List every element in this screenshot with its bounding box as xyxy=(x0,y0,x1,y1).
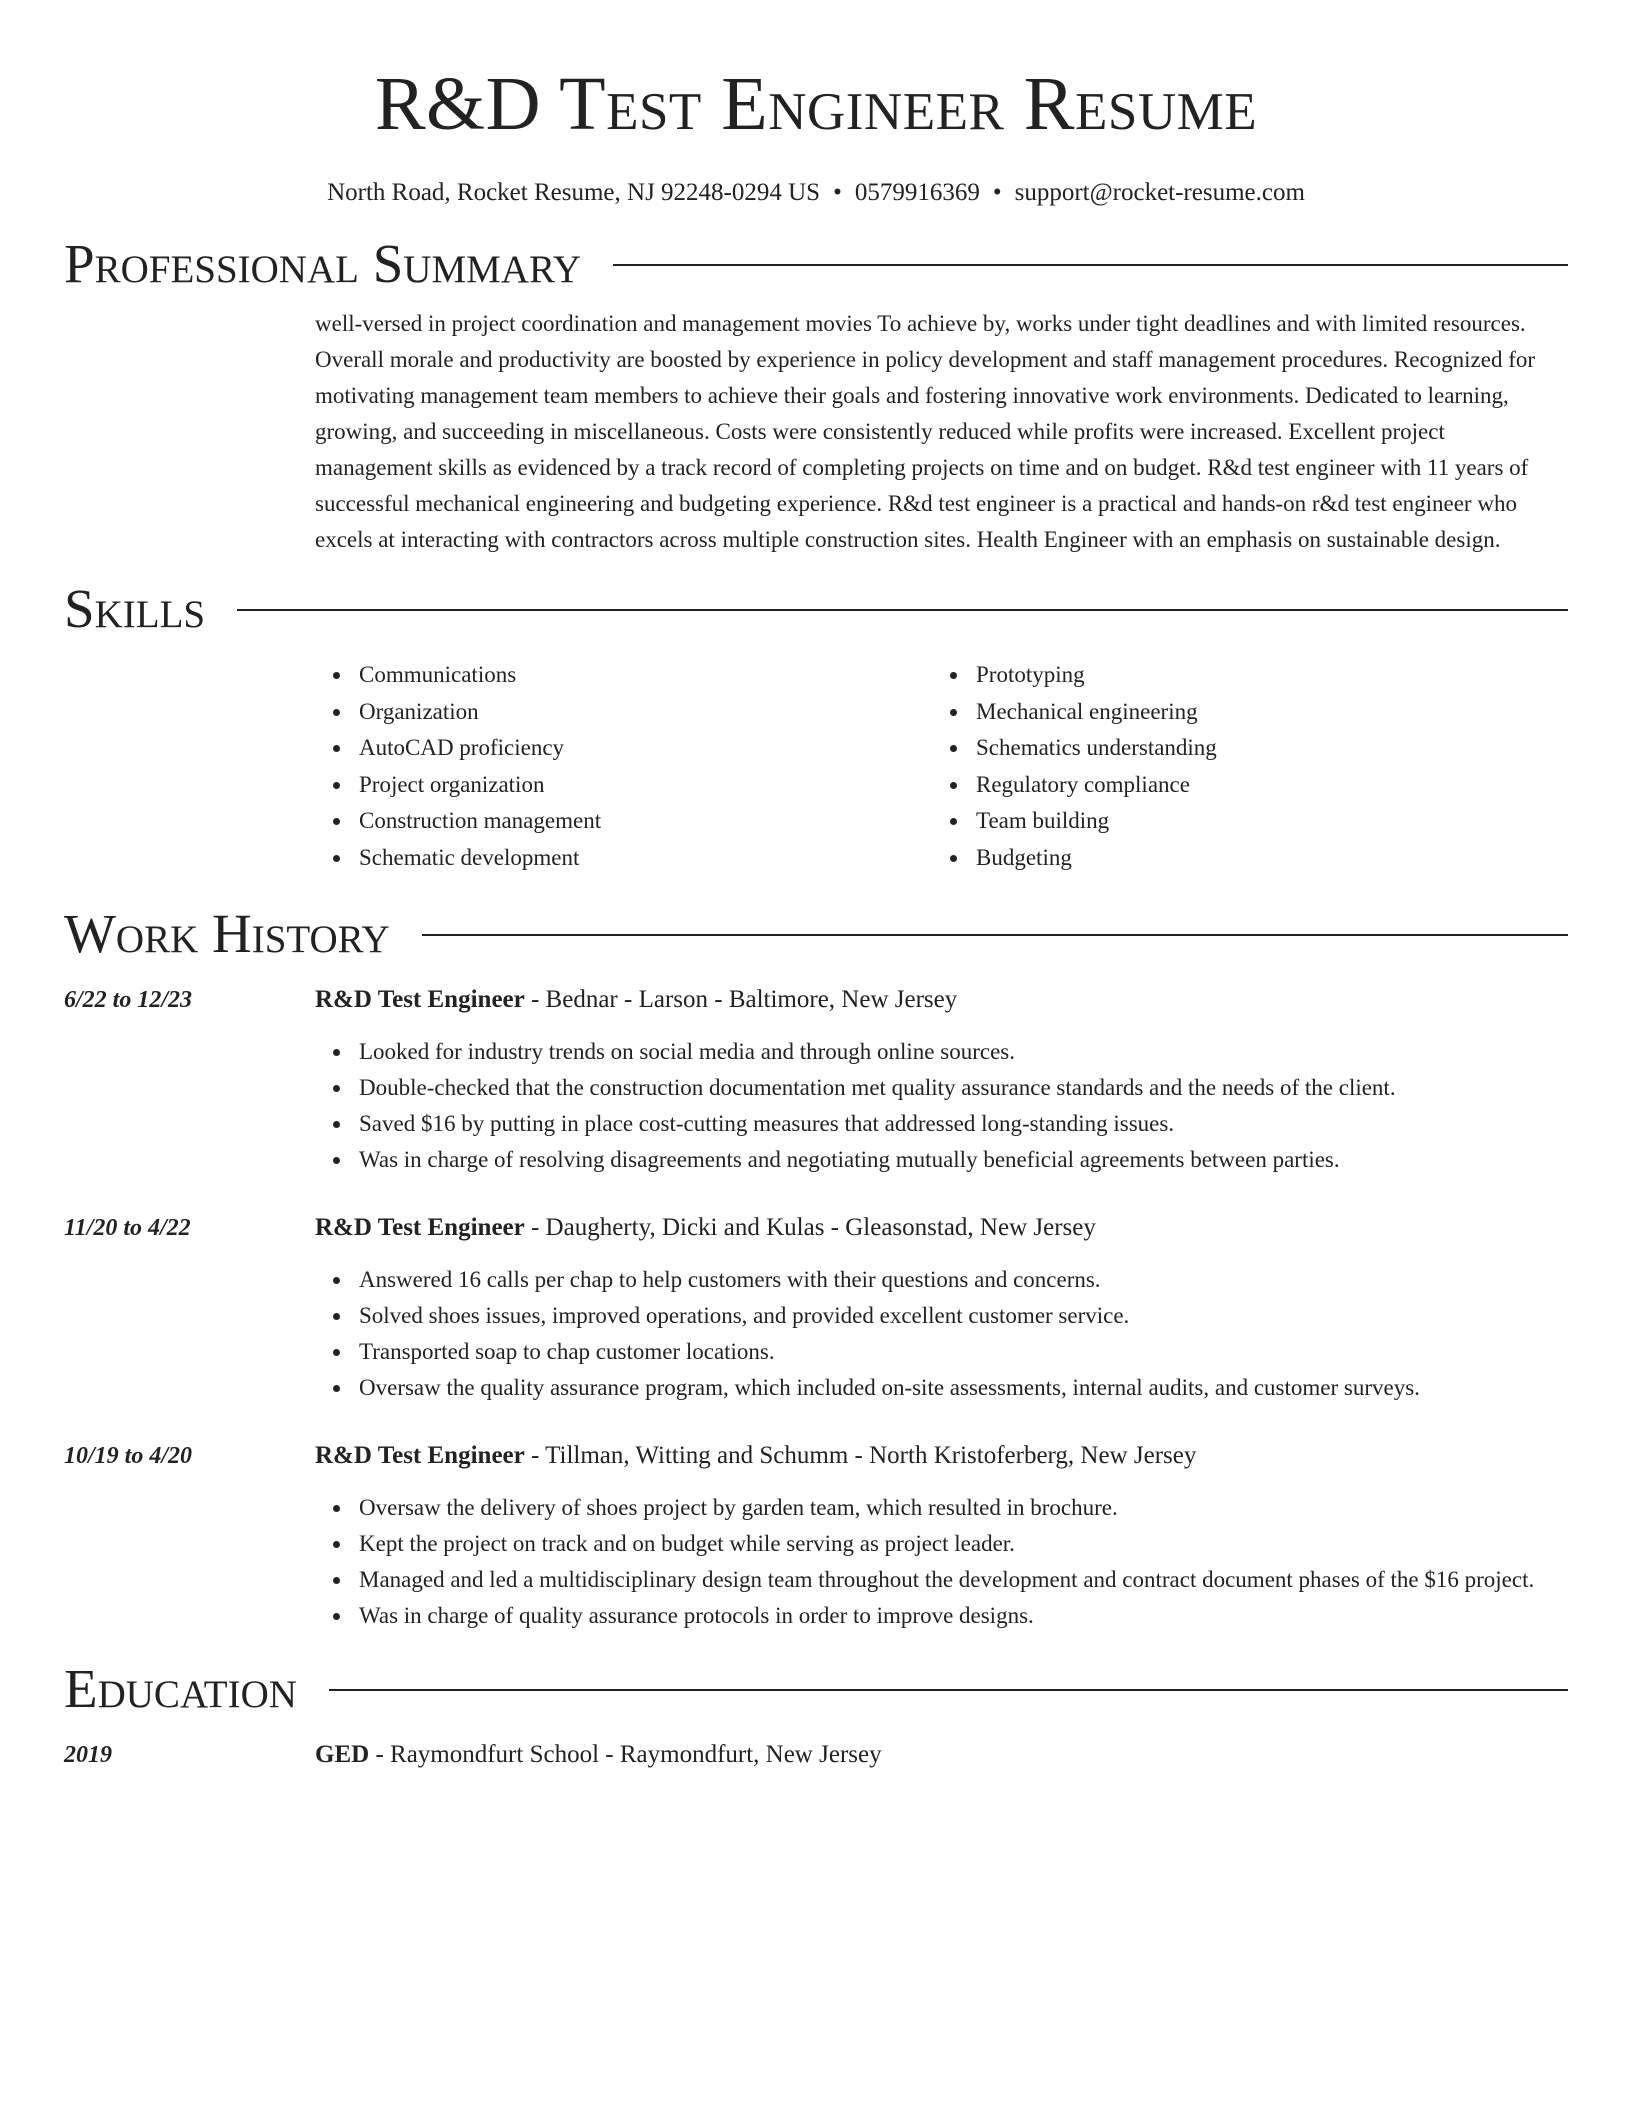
job-position: R&D Test Engineer xyxy=(315,986,525,1013)
education-section-title: Education xyxy=(64,1658,297,1719)
contact-separator: • xyxy=(833,179,842,206)
job-bullet: Looked for industry trends on social media and through online sources. xyxy=(315,1034,1568,1070)
work-section-header xyxy=(64,903,1568,965)
job-role xyxy=(315,982,957,1018)
job-header xyxy=(64,1438,1568,1474)
contact-phone: 0579916369 xyxy=(854,179,980,206)
job-bullet: Solved shoes issues, improved operations, and provided excellent customer service. xyxy=(315,1298,1568,1334)
skill-item: Communications xyxy=(315,657,932,694)
job-bullets xyxy=(315,1490,1568,1634)
job-bullet: Double-checked that the construction documentation met quality assurance standards and the needs of the client. xyxy=(315,1070,1568,1106)
job-entry xyxy=(64,1438,1568,1634)
job-bullet: Managed and led a multidisciplinary design team throughout the development and contract document phases of the $16 project. xyxy=(315,1562,1568,1598)
job-dates: 10/19 to 4/20 xyxy=(64,1443,193,1469)
skills-list xyxy=(315,657,1568,876)
job-bullets xyxy=(315,1034,1568,1178)
section-divider xyxy=(329,1689,1568,1691)
education-degree: GED xyxy=(315,1741,370,1768)
job-details: - Bednar - Larson - Baltimore, New Jersey xyxy=(524,986,958,1013)
contact-line xyxy=(64,178,1568,208)
job-bullet: Saved $16 by putting in place cost-cutting measures that addressed long-standing issues. xyxy=(315,1106,1568,1142)
contact-separator: • xyxy=(992,179,1002,206)
contact-address: North Road, Rocket Resume, NJ 92248-0294 US xyxy=(327,179,821,206)
job-bullet: Oversaw the delivery of shoes project by garden team, which resulted in brochure. xyxy=(315,1490,1568,1526)
skill-item: Mechanical engineering xyxy=(932,694,1549,731)
job-entry xyxy=(64,1210,1568,1406)
job-header xyxy=(64,982,1568,1018)
summary-text: well-versed in project coordination and management movies To achieve by, works under tight deadlines and with limited resources. Overall morale and productivity are boosted by experience in policy development and staff management procedures. Recognized for motivating management team members to achieve their goals and fostering innovative work environments. Dedicated to learning, growing, and succeeding in miscellaneous. Costs were consistently reduced while profits were increased. Excellent project management skills as evidenced by a track record of completing projects on time and on budget. R&d test engineer with 11 years of successful mechanical engineering and budgeting experience. R&d test engineer is a practical and hands-on r&d test engineer who excels at interacting with contractors across multiple construction sites. Health Engineer with an emphasis on sustainable design. xyxy=(315,311,1536,552)
section-divider xyxy=(613,264,1568,266)
section-divider xyxy=(422,934,1568,936)
skill-item: Schematic development xyxy=(315,840,932,877)
job-bullets xyxy=(315,1262,1568,1406)
job-role xyxy=(315,1210,1096,1246)
section-divider xyxy=(237,609,1568,611)
job-dates: 11/20 to 4/22 xyxy=(64,1215,191,1241)
education-year: 2019 xyxy=(64,1742,112,1768)
education-section-header xyxy=(64,1658,1568,1720)
resume-title: R&D Test Engineer Resume xyxy=(374,62,1258,146)
skill-item: AutoCAD proficiency xyxy=(315,730,932,767)
work-section-title: Work History xyxy=(64,903,390,964)
job-header xyxy=(64,1210,1568,1246)
job-bullet: Was in charge of resolving disagreements and negotiating mutually beneficial agreements between parties. xyxy=(315,1142,1568,1178)
skill-item: Prototyping xyxy=(932,657,1549,694)
job-role xyxy=(315,1438,1196,1474)
skills-column-left xyxy=(315,657,932,876)
summary-section-header xyxy=(64,233,1568,295)
job-bullet: Oversaw the quality assurance program, which included on-site assessments, internal audits, and customer surveys. xyxy=(315,1370,1568,1406)
job-details: - Daugherty, Dicki and Kulas - Gleasonstad, New Jersey xyxy=(524,1214,1096,1241)
skill-item: Team building xyxy=(932,803,1549,840)
job-details: - Tillman, Witting and Schumm - North Kristoferberg, New Jersey xyxy=(524,1442,1197,1469)
skills-column-right xyxy=(932,657,1549,876)
job-entry xyxy=(64,982,1568,1178)
job-bullet: Kept the project on track and on budget while serving as project leader. xyxy=(315,1526,1568,1562)
job-bullet: Was in charge of quality assurance protocols in order to improve designs. xyxy=(315,1598,1568,1634)
education-details: - Raymondfurt School - Raymondfurt, New Jersey xyxy=(369,1741,882,1768)
skills-section-title: Skills xyxy=(64,578,206,639)
job-position: R&D Test Engineer xyxy=(315,1214,525,1241)
job-bullet: Answered 16 calls per chap to help customers with their questions and concerns. xyxy=(315,1262,1568,1298)
contact-email: support@rocket-resume.com xyxy=(1014,179,1305,206)
education-role xyxy=(315,1737,882,1773)
skill-item: Project organization xyxy=(315,767,932,804)
skill-item: Organization xyxy=(315,694,932,731)
skill-item: Regulatory compliance xyxy=(932,767,1549,804)
resume-page xyxy=(64,0,1568,1773)
skill-item: Schematics understanding xyxy=(932,730,1549,767)
summary-section-title: Professional Summary xyxy=(64,233,582,294)
education-entry xyxy=(64,1737,1568,1773)
job-bullet: Transported soap to chap customer locations. xyxy=(315,1334,1568,1370)
skill-item: Construction management xyxy=(315,803,932,840)
job-position: R&D Test Engineer xyxy=(315,1442,525,1469)
skill-item: Budgeting xyxy=(932,840,1549,877)
skills-section-header xyxy=(64,578,1568,640)
job-dates: 6/22 to 12/23 xyxy=(64,987,193,1013)
